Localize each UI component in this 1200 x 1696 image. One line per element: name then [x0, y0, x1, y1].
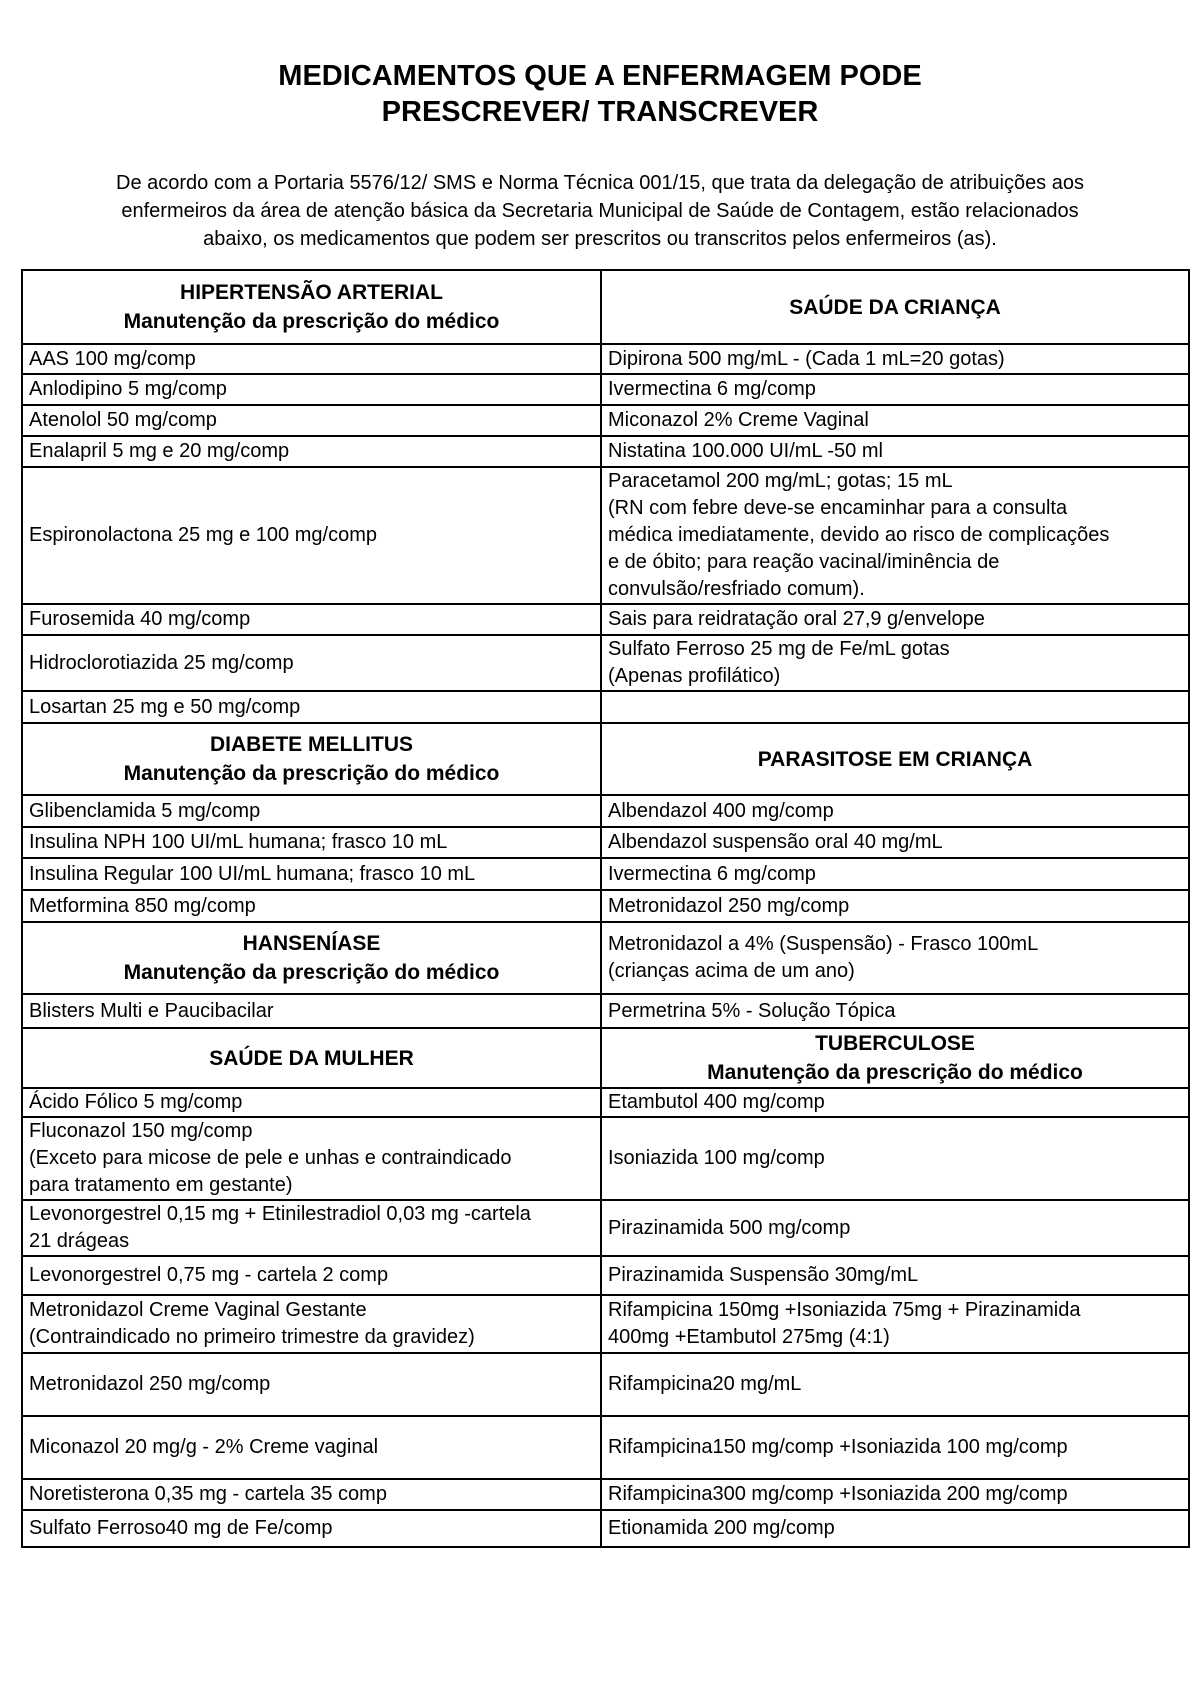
medication-text: Metronidazol 250 mg/comp	[608, 894, 850, 917]
medication-cell	[601, 691, 1189, 723]
table-row	[22, 344, 1189, 374]
medication-text: Ácido Fólico 5 mg/comp	[29, 1091, 243, 1113]
medication-cell	[601, 436, 1189, 467]
table-row	[22, 1295, 1189, 1353]
medication-text: 400mg +Etambutol 275mg (4:1)	[608, 1326, 890, 1348]
medication-text: (Contraindicado no primeiro trimestre da gravidez)	[29, 1326, 475, 1348]
medication-text: (Exceto para micose de pele e unhas e contraindicado	[29, 1147, 512, 1169]
medication-cell	[22, 994, 601, 1028]
table-row	[22, 795, 1189, 827]
table-row	[22, 1256, 1189, 1295]
intro-line-1: De acordo com a Portaria 5576/12/ SMS e Norma Técnica 001/15, que trata da delegação de atribuições aos	[116, 172, 1084, 194]
table-row	[22, 1200, 1189, 1256]
medication-text: Losartan 25 mg e 50 mg/comp	[29, 695, 301, 718]
medication-text: Nistatina 100.000 UI/mL -50 ml	[608, 440, 883, 462]
table-row	[22, 604, 1189, 635]
table-row	[22, 436, 1189, 467]
medication-text: Metronidazol a 4% (Suspensão) - Frasco 100mL	[608, 933, 1039, 955]
medication-cell	[22, 436, 601, 467]
medication-text: Miconazol 2% Creme Vaginal	[608, 409, 869, 431]
table-row	[22, 1117, 1189, 1200]
medication-cell	[601, 922, 1189, 994]
section-header-saude-mulher	[22, 1028, 601, 1088]
title-line-1: MEDICAMENTOS QUE A ENFERMAGEM PODE	[278, 60, 922, 92]
medication-cell	[601, 795, 1189, 827]
medication-text: Ivermectina 6 mg/comp	[608, 378, 816, 400]
medication-text: Albendazol suspensão oral 40 mg/mL	[608, 831, 943, 853]
table-row	[22, 635, 1189, 691]
medication-cell	[601, 1295, 1189, 1353]
medication-text: Anlodipino 5 mg/comp	[29, 378, 227, 400]
medication-text: Pirazinamida 500 mg/comp	[608, 1216, 851, 1239]
medication-cell	[601, 1353, 1189, 1416]
medication-text: Pirazinamida Suspensão 30mg/mL	[608, 1264, 919, 1286]
medication-text: Miconazol 20 mg/g - 2% Creme vaginal	[29, 1436, 379, 1458]
intro-line-2: enfermeiros da área de atenção básica da Secretaria Municipal de Saúde de Contagem, estão relacionados	[121, 200, 1079, 222]
medication-cell	[22, 1416, 601, 1479]
table-row	[22, 405, 1189, 436]
section-header-row	[22, 723, 1189, 795]
section-header-row	[22, 922, 1189, 994]
section-header-hanseniase	[22, 922, 601, 994]
medication-cell	[601, 604, 1189, 635]
medication-cell	[601, 344, 1189, 374]
medication-text: Rifampicina150 mg/comp +Isoniazida 100 mg/comp	[608, 1436, 1068, 1458]
table-row	[22, 374, 1189, 405]
section-header-hipertensao	[22, 270, 601, 344]
medication-cell	[22, 890, 601, 922]
medication-text: Furosemida 40 mg/comp	[29, 608, 251, 630]
medication-cell	[22, 691, 601, 723]
section-title: HIPERTENSÃO ARTERIAL	[180, 281, 443, 304]
medication-cell	[22, 405, 601, 436]
medication-text: Sulfato Ferroso40 mg de Fe/comp	[29, 1517, 333, 1539]
medication-text: AAS 100 mg/comp	[29, 347, 196, 370]
section-title: SAÚDE DA CRIANÇA	[789, 295, 1001, 319]
medication-cell	[22, 1117, 601, 1200]
section-title: TUBERCULOSE	[815, 1032, 975, 1055]
section-subtitle: Manutenção da prescrição do médico	[707, 1061, 1083, 1084]
medication-cell	[22, 858, 601, 890]
medication-text: Metformina 850 mg/comp	[29, 894, 256, 917]
section-header-diabete	[22, 723, 601, 795]
section-header-row	[22, 270, 1189, 344]
medication-text: Levonorgestrel 0,15 mg + Etinilestradiol 0,03 mg -cartela	[29, 1203, 531, 1225]
table-row	[22, 1416, 1189, 1479]
medication-cell	[22, 1479, 601, 1510]
medication-text: 21 drágeas	[29, 1230, 130, 1252]
medication-text: Enalapril 5 mg e 20 mg/comp	[29, 440, 290, 462]
medication-cell	[22, 467, 601, 604]
table-row	[22, 890, 1189, 922]
medication-cell	[22, 374, 601, 405]
medication-cell	[22, 1088, 601, 1117]
table-row	[22, 467, 1189, 604]
medication-text: Permetrina 5% - Solução Tópica	[608, 999, 896, 1022]
page-title	[0, 58, 1200, 130]
title-line-2: PRESCREVER/ TRANSCREVER	[381, 96, 819, 128]
medication-text: Ivermectina 6 mg/comp	[608, 862, 816, 885]
medication-cell	[22, 795, 601, 827]
medication-cell	[601, 1416, 1189, 1479]
medication-cell	[22, 344, 601, 374]
medication-cell	[601, 858, 1189, 890]
section-title: SAÚDE DA MULHER	[209, 1046, 414, 1070]
table-row	[22, 858, 1189, 890]
table-row	[22, 827, 1189, 858]
medication-cell	[601, 467, 1189, 604]
section-subtitle: Manutenção da prescrição do médico	[123, 310, 500, 333]
table-row	[22, 994, 1189, 1028]
medication-text: Rifampicina20 mg/mL	[608, 1373, 802, 1395]
section-header-parasitose	[601, 723, 1189, 795]
intro-line-3: abaixo, os medicamentos que podem ser prescritos ou transcritos pelos enfermeiros (as).	[203, 228, 997, 250]
medication-text: Paracetamol 200 mg/mL; gotas; 15 mL	[608, 470, 953, 492]
medication-text: e de óbito; para reação vacinal/iminência de	[608, 551, 1000, 573]
medication-cell	[601, 1256, 1189, 1295]
medication-text: para tratamento em gestante)	[29, 1174, 293, 1196]
medication-text: convulsão/resfriado comum).	[608, 578, 865, 600]
table-row	[22, 1510, 1189, 1547]
section-title: HANSENÍASE	[242, 932, 381, 955]
medication-text: Hidroclorotiazida 25 mg/comp	[29, 651, 294, 674]
intro-paragraph	[40, 169, 1160, 253]
section-header-row	[22, 1028, 1189, 1088]
medication-text: Metronidazol 250 mg/comp	[29, 1373, 271, 1395]
medication-text: Fluconazol 150 mg/comp	[29, 1120, 253, 1142]
medication-text: (Apenas profilático)	[608, 665, 781, 687]
medication-text: (RN com febre deve-se encaminhar para a consulta	[608, 497, 1068, 519]
medication-text: Albendazol 400 mg/comp	[608, 799, 834, 822]
medication-text: Rifampicina 150mg +Isoniazida 75mg + Pirazinamida	[608, 1299, 1081, 1321]
medication-text: Atenolol 50 mg/comp	[29, 409, 217, 431]
medication-text: Etambutol 400 mg/comp	[608, 1091, 825, 1113]
section-title: PARASITOSE EM CRIANÇA	[757, 747, 1033, 771]
medication-cell	[601, 1117, 1189, 1200]
medication-cell	[601, 1200, 1189, 1256]
medication-cell	[601, 635, 1189, 691]
medication-cell	[22, 1353, 601, 1416]
medication-text: médica imediatamente, devido ao risco de complicações	[608, 524, 1110, 546]
medication-table-body	[22, 270, 1189, 1547]
medication-text: Insulina NPH 100 UI/mL humana; frasco 10 mL	[29, 831, 448, 853]
medication-text: Insulina Regular 100 UI/mL humana; frasco 10 mL	[29, 862, 476, 885]
medication-text: Sais para reidratação oral 27,9 g/envelope	[608, 608, 985, 630]
medication-cell	[22, 635, 601, 691]
medication-cell	[22, 1256, 601, 1295]
medication-text: Noretisterona 0,35 mg - cartela 35 comp	[29, 1483, 387, 1505]
medication-cell	[601, 1088, 1189, 1117]
medication-text: Blisters Multi e Paucibacilar	[29, 999, 274, 1022]
medication-text: Glibenclamida 5 mg/comp	[29, 799, 261, 822]
medication-cell	[601, 827, 1189, 858]
medication-cell	[22, 604, 601, 635]
section-header-saude-crianca	[601, 270, 1189, 344]
table-row	[22, 691, 1189, 723]
section-header-tuberculose	[601, 1028, 1189, 1088]
medication-text: Rifampicina300 mg/comp +Isoniazida 200 mg/comp	[608, 1483, 1068, 1505]
medication-text: Sulfato Ferroso 25 mg de Fe/mL gotas	[608, 638, 950, 660]
medication-text: Espironolactona 25 mg e 100 mg/comp	[29, 524, 377, 546]
medication-cell	[601, 994, 1189, 1028]
medication-cell	[22, 1200, 601, 1256]
table-row	[22, 1088, 1189, 1117]
medication-text: Levonorgestrel 0,75 mg - cartela 2 comp	[29, 1264, 389, 1286]
section-subtitle: Manutenção da prescrição do médico	[123, 961, 500, 984]
medication-cell	[22, 827, 601, 858]
medication-cell	[601, 405, 1189, 436]
table-row	[22, 1353, 1189, 1416]
medication-cell	[601, 374, 1189, 405]
medication-text: (crianças acima de um ano)	[608, 960, 855, 982]
section-subtitle: Manutenção da prescrição do médico	[123, 762, 500, 785]
medication-text: Metronidazol Creme Vaginal Gestante	[29, 1299, 367, 1321]
medication-text: Etionamida 200 mg/comp	[608, 1517, 835, 1539]
medication-table	[21, 269, 1190, 1548]
medication-cell	[601, 890, 1189, 922]
medication-cell	[22, 1295, 601, 1353]
medication-text: Dipirona 500 mg/mL - (Cada 1 mL=20 gotas)	[608, 347, 1005, 370]
medication-text: Isoniazida 100 mg/comp	[608, 1147, 825, 1169]
table-row	[22, 1479, 1189, 1510]
medication-cell	[601, 1510, 1189, 1547]
medication-cell	[22, 1510, 601, 1547]
medication-cell	[601, 1479, 1189, 1510]
section-title: DIABETE MELLITUS	[210, 733, 413, 756]
